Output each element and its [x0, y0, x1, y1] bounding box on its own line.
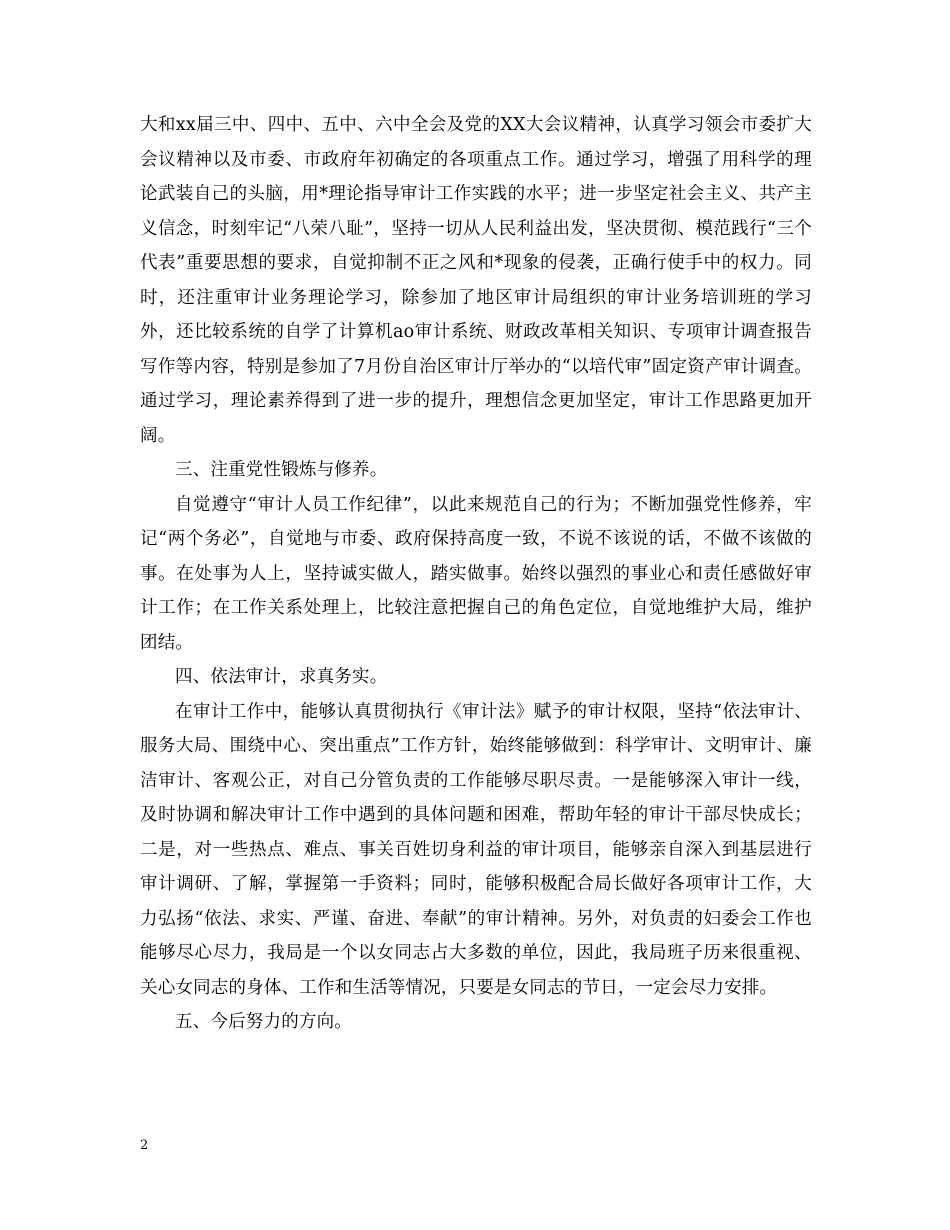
paragraph-1: 大和xx届三中、四中、五中、六中全会及党的XX大会议精神，认真学习领会市委扩大会议精神以及市委、市政府年初确定的各项重点工作。通过学习，增强了用科学的理论武装自己的头脑，用*理论指导审计工作实践的水平；进一步坚定社会主义、共产主义信念，时刻牢记“八荣八耻”，坚持一切从人民利益出发，坚决贯彻、模范践行“三个代表”重要思想的要求，自觉抑制不正之风和*现象的侵袭，正确行使手中的权力。同时，还注重审计业务理论学习，除参加了地区审计局组织的审计业务培训班的学习外，还比较系统的自学了计算机ao审计系统、财政改革相关知识、专项审计调查报告写作等内容，特别是参加了7月份自治区审计厅举办的“以培代审”固定资产审计调查。通过学习，理论素养得到了进一步的提升，理想信念更加坚定，审计工作思路更加开阔。 [140, 115, 812, 446]
paragraph-3: 在审计工作中，能够认真贯彻执行《审计法》赋予的审计权限，坚持“依法审计、服务大局、围绕中心、突出重点”工作方针，始终能够做到：科学审计、文明审计、廉洁审计、客观公正，对自己分管负责的工作能够尽职尽责。一是能够深入审计一线，及时协调和解决审计工作中遇到的具体问题和困难，帮助年轻的审计干部尽快成长；二是，对一些热点、难点、事关百姓切身利益的审计项目，能够亲自深入到基层进行审计调研、了解，掌握第一手资料；同时，能够积极配合局长做好各项审计工作，大力弘扬“依法、求实、严谨、奋进、奉献”的审计精神。另外，对负责的妇委会工作也能够尽心尽力，我局是一个以女同志占大多数的单位，因此，我局班子历来很重视、关心女同志的身体、工作和生活等情况，只要是女同志的节日，一定会尽力安排。 [140, 701, 812, 998]
document-body [140, 108, 812, 1040]
heading-section-5: 五、今后努力的方向。 [175, 1012, 352, 1032]
page-number: 2 [140, 1138, 149, 1153]
heading-section-3: 三、注重党性锻炼与修养。 [175, 460, 388, 480]
heading-section-4: 四、依法审计，求真务实。 [175, 667, 388, 687]
paragraph-2: 自觉遵守“审计人员工作纪律”，以此来规范自己的行为；不断加强党性修养，牢记“两个务必”，自觉地与市委、政府保持高度一致，不说不该说的话，不做不该做的事。在处事为人上，坚持诚实做人，踏实做事。始终以强烈的事业心和责任感做好审计工作；在工作关系处理上，比较注意把握自己的角色定位，自觉地维护大局，维护团结。 [140, 494, 812, 653]
